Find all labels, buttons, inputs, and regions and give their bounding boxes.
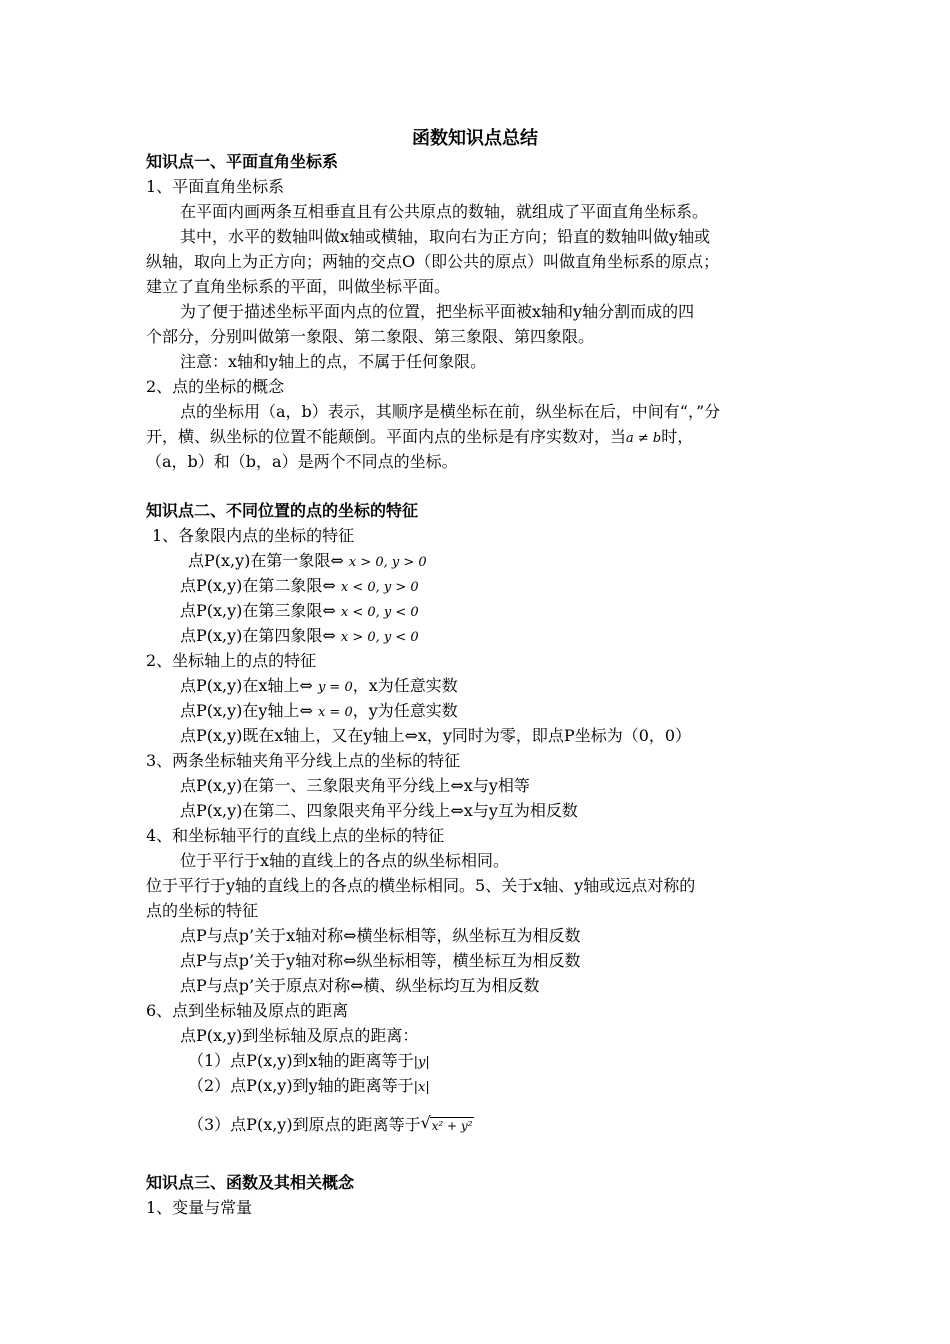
axis-rule-y bbox=[180, 698, 844, 723]
symmetry-rule-x: 点P与点p’关于x轴对称⇔横坐标相等，纵坐标互为相反数 bbox=[180, 926, 581, 945]
text-span: ，x为任意实数 bbox=[352, 676, 458, 695]
quadrant-rule-2 bbox=[180, 573, 844, 598]
paragraph-line: 点的坐标用（a，b）表示，其顺序是横坐标在前，纵坐标在后，中间有“，”分 bbox=[180, 402, 721, 421]
bisector-rule-2: 点P(x,y)在第二、四象限夹角平分线上⇔x与y互为相反数 bbox=[180, 801, 578, 820]
paragraph-line: 在平面内画两条互相垂直且有公共原点的数轴，就组成了平面直角坐标系。 bbox=[180, 202, 709, 221]
math-expression: |x| bbox=[413, 1080, 430, 1095]
paragraph-line: 点的坐标的特征 bbox=[146, 901, 259, 920]
text-span: 点P(x,y)在第四象限⇔ bbox=[180, 626, 336, 645]
quadrant-rule-3 bbox=[180, 598, 844, 623]
math-expression: a ≠ b bbox=[626, 431, 662, 446]
subheading-2-6: 6、点到坐标轴及原点的距离 bbox=[146, 1001, 349, 1020]
paragraph-line: 个部分，分别叫做第一象限、第二象限、第三象限、第四象限。 bbox=[146, 327, 595, 346]
document-title: 函数知识点总结 bbox=[412, 128, 538, 149]
quadrant-rule-1 bbox=[188, 548, 852, 573]
square-root-expression bbox=[421, 1111, 475, 1140]
paragraph-line bbox=[146, 424, 810, 449]
paragraph-line: 位于平行于x轴的直线上的各点的纵坐标相同。 bbox=[180, 851, 510, 870]
paragraph-line: 其中，水平的数轴叫做x轴或横轴，取向右为正方向；铅直的数轴叫做y轴或 bbox=[180, 227, 711, 246]
math-expression: x < 0, y < 0 bbox=[340, 605, 419, 620]
paragraph-line: （a，b）和（b，a）是两个不同点的坐标。 bbox=[146, 452, 458, 471]
text-span: 点P(x,y)在x轴上⇔ bbox=[180, 676, 313, 695]
math-expression: x = 0 bbox=[317, 705, 353, 720]
math-expression: |y| bbox=[413, 1055, 430, 1070]
text-span: 点P(x,y)在第三象限⇔ bbox=[180, 601, 336, 620]
subheading-1-2: 2、点的坐标的概念 bbox=[146, 377, 285, 396]
subheading-1-1: 1、平面直角坐标系 bbox=[146, 177, 285, 196]
section-heading-2: 知识点二、不同位置的点的坐标的特征 bbox=[146, 501, 419, 520]
math-expression: y = 0 bbox=[317, 680, 353, 695]
text-span: 开，横、纵坐标的位置不能颠倒。平面内点的坐标是有序实数对，当 bbox=[146, 427, 627, 446]
paragraph-line: 位于平行于y轴的直线上的各点的横坐标相同。5、关于x轴、y轴或远点对称的 bbox=[146, 876, 696, 895]
text-span: 点P(x,y)在第二象限⇔ bbox=[180, 576, 336, 595]
text-span: （3）点P(x,y)到原点的距离等于 bbox=[188, 1115, 421, 1134]
paragraph-line: 为了便于描述坐标平面内点的位置，把坐标平面被x轴和y轴分割而成的四 bbox=[180, 302, 695, 321]
math-expression: x > 0, y > 0 bbox=[348, 555, 427, 570]
subheading-3-1: 1、变量与常量 bbox=[146, 1198, 253, 1217]
radical-sign-icon: √ bbox=[420, 1113, 431, 1132]
quadrant-rule-4 bbox=[180, 623, 844, 648]
section-heading-1: 知识点一、平面直角坐标系 bbox=[146, 152, 339, 171]
distance-rule-x bbox=[188, 1048, 852, 1073]
text-span: 时， bbox=[661, 427, 694, 446]
text-span: 点P(x,y)在y轴上⇔ bbox=[180, 701, 313, 720]
text-span: （1）点P(x,y)到x轴的距离等于 bbox=[188, 1051, 414, 1070]
subheading-2-4: 4、和坐标轴平行的直线上点的坐标的特征 bbox=[146, 826, 445, 845]
text-span: （2）点P(x,y)到y轴的距离等于 bbox=[188, 1076, 414, 1095]
paragraph-line: 点P(x,y)到坐标轴及原点的距离： bbox=[180, 1026, 419, 1045]
math-expression: x² + y² bbox=[431, 1119, 473, 1133]
math-expression: x > 0, y < 0 bbox=[340, 630, 419, 645]
section-heading-3: 知识点三、函数及其相关概念 bbox=[146, 1173, 355, 1192]
distance-rule-origin bbox=[188, 1110, 852, 1140]
distance-rule-y bbox=[188, 1073, 852, 1098]
paragraph-line: 纵轴，取向上为正方向；两轴的交点O（即公共的原点）叫做直角坐标系的原点； bbox=[146, 252, 720, 271]
subheading-2-1: 1、各象限内点的坐标的特征 bbox=[152, 526, 355, 545]
symmetry-rule-y: 点P与点p’关于y轴对称⇔纵坐标相等，横坐标互为相反数 bbox=[180, 951, 581, 970]
math-expression: x < 0, y > 0 bbox=[340, 580, 419, 595]
symmetry-rule-origin: 点P与点p’关于原点对称⇔横、纵坐标均互为相反数 bbox=[180, 976, 540, 995]
bisector-rule-1: 点P(x,y)在第一、三象限夹角平分线上⇔x与y相等 bbox=[180, 776, 530, 795]
text-span: ，y为任意实数 bbox=[352, 701, 458, 720]
subheading-2-2: 2、坐标轴上的点的特征 bbox=[146, 651, 317, 670]
axis-rule-x bbox=[180, 673, 844, 698]
note-line: 注意：x轴和y轴上的点，不属于任何象限。 bbox=[180, 352, 487, 371]
paragraph-line: 建立了直角坐标系的平面，叫做坐标平面。 bbox=[146, 277, 451, 296]
text-span: 点P(x,y)在第一象限⇔ bbox=[188, 551, 344, 570]
axis-rule-origin: 点P(x,y)既在x轴上，又在y轴上⇔x，y同时为零，即点P坐标为（0，0） bbox=[180, 726, 692, 745]
subheading-2-3: 3、两条坐标轴夹角平分线上点的坐标的特征 bbox=[146, 751, 461, 770]
